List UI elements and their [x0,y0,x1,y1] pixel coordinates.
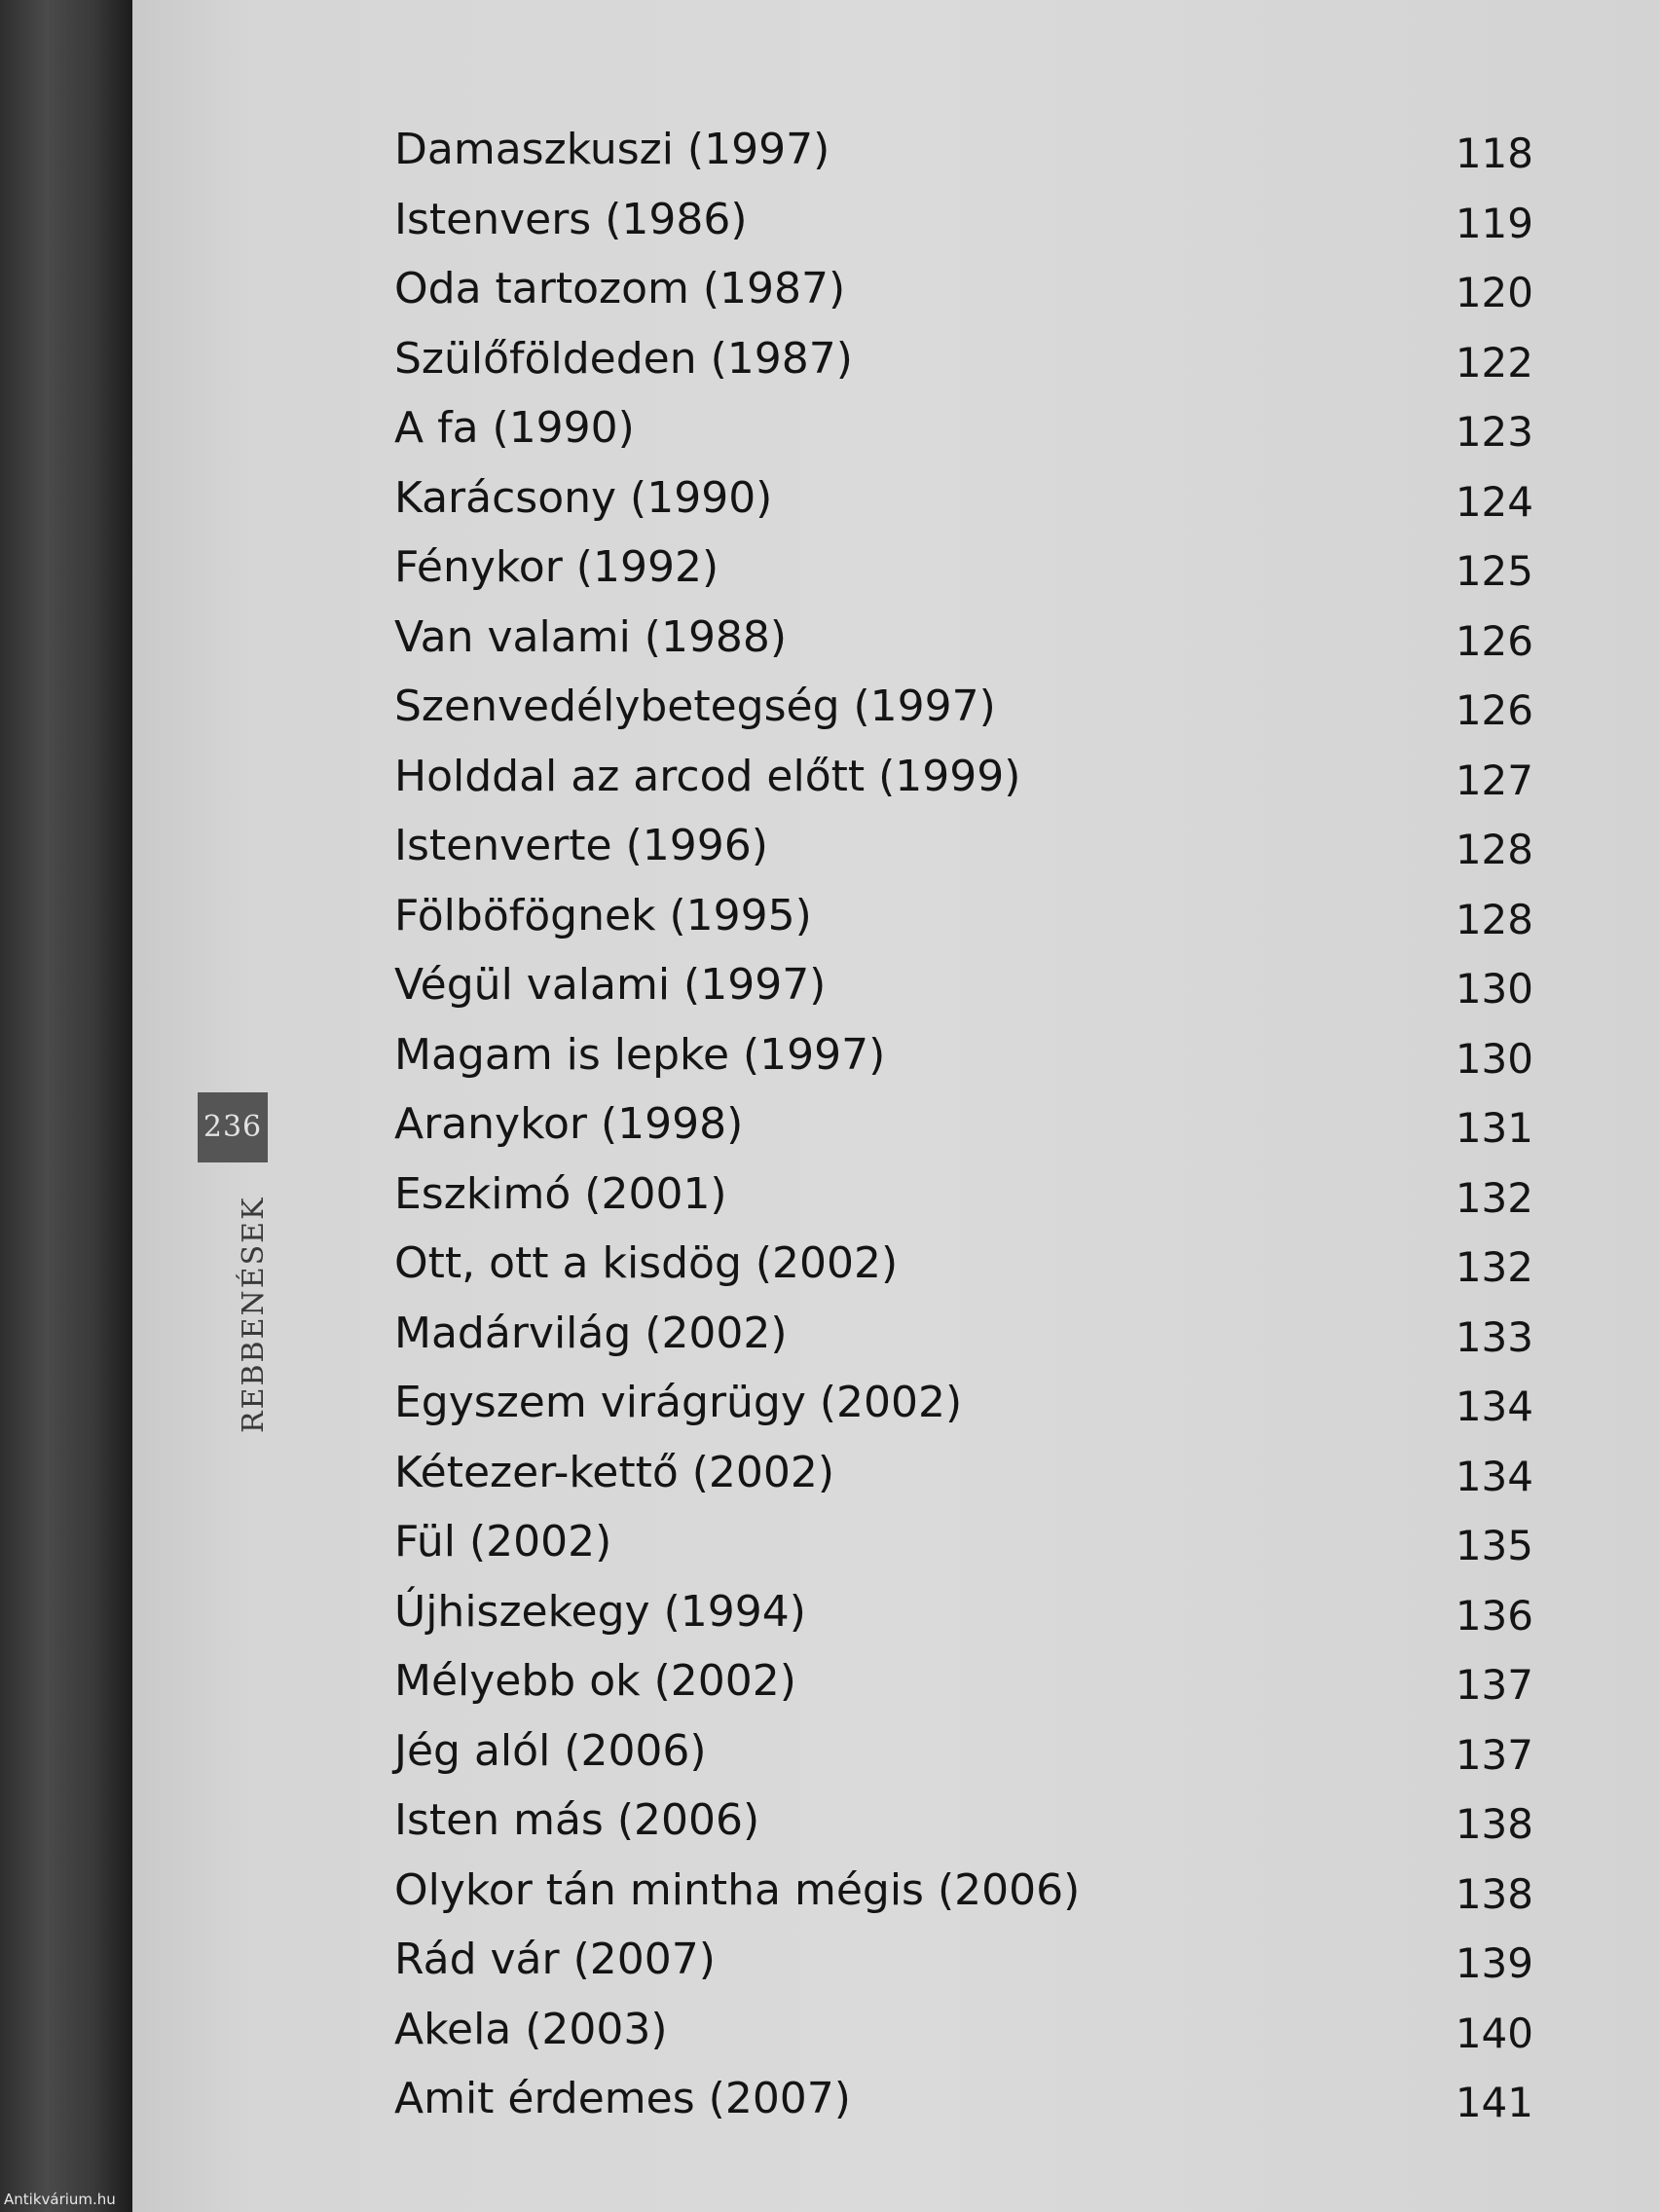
toc-entry-page: 128 [1455,826,1533,873]
toc-entry-page: 126 [1455,686,1533,734]
toc-entry-page: 137 [1455,1730,1533,1779]
toc-entry-title: Újhiszekegy (1994) [394,1586,806,1637]
table-of-contents [394,115,1533,2134]
toc-entry-title: Fül (2002) [394,1517,612,1567]
toc-entry [394,1160,1533,1230]
toc-entry [394,1368,1533,1438]
toc-entry-page: 130 [1455,1034,1533,1083]
toc-entry [394,1646,1533,1716]
toc-entry-title: Ott, ott a kisdög (2002) [394,1238,899,1288]
toc-entry [394,1995,1533,2065]
toc-entry-page: 133 [1455,1312,1533,1361]
toc-entry-page: 136 [1455,1591,1533,1640]
toc-entry [394,115,1533,185]
toc-entry [394,1507,1533,1577]
toc-entry-title: Damaszkuszi (1997) [394,125,830,174]
toc-entry-page: 137 [1455,1661,1533,1709]
toc-entry-title: A fa (1990) [394,403,635,453]
page-number: 236 [198,1092,268,1162]
toc-entry-title: Olykor tán mintha mégis (2006) [394,1864,1081,1915]
toc-entry-title: Istenverte (1996) [394,821,768,870]
toc-entry [394,950,1533,1020]
toc-entry-title: Istenvers (1986) [394,194,748,244]
toc-entry-title: Egyszem virágrügy (2002) [394,1378,963,1427]
toc-entry-title: Holddal az arcod előtt (1999) [394,751,1021,801]
toc-entry-page: 134 [1455,1382,1533,1430]
toc-entry [394,1299,1533,1369]
toc-entry-page: 119 [1455,199,1533,247]
toc-entry [394,2064,1533,2134]
toc-entry-page: 140 [1455,2009,1533,2057]
toc-entry-title: Eszkimó (2001) [394,1168,727,1219]
toc-entry [394,324,1533,394]
toc-entry [394,1856,1533,1926]
toc-entry-page: 127 [1455,756,1533,804]
toc-entry-page: 125 [1455,547,1533,595]
toc-entry [394,1438,1533,1508]
toc-entry-page: 131 [1455,1104,1533,1152]
toc-entry-title: Jég alól (2006) [394,1725,707,1776]
toc-entry-title: Fénykor (1992) [394,542,719,592]
toc-entry-page: 138 [1455,1869,1533,1918]
toc-entry [394,1716,1533,1787]
toc-entry-page: 134 [1455,1452,1533,1500]
toc-entry [394,254,1533,324]
toc-entry-title: Kétezer-kettő (2002) [394,1447,835,1497]
toc-entry-title: Karácsony (1990) [394,472,773,523]
toc-entry-page: 118 [1455,129,1533,177]
toc-entry [394,1925,1533,1995]
toc-entry [394,185,1533,255]
toc-entry-title: Fölböfögnek (1995) [394,890,812,940]
toc-entry [394,1786,1533,1856]
toc-entry-page: 130 [1455,965,1533,1013]
toc-entry [394,393,1533,463]
toc-entry-page: 132 [1455,1173,1533,1222]
toc-entry-title: Aranykor (1998) [394,1099,744,1149]
toc-entry [394,603,1533,673]
toc-entry-title: Szenvedélybetegség (1997) [394,682,996,731]
toc-entry-page: 123 [1455,408,1533,456]
toc-entry-page: 120 [1455,269,1533,316]
toc-entry-page: 135 [1455,1522,1533,1569]
toc-entry [394,1089,1533,1160]
toc-entry-title: Akela (2003) [394,2004,668,2054]
toc-entry-title: Oda tartozom (1987) [394,264,846,313]
toc-entry [394,533,1533,603]
toc-entry [394,1577,1533,1647]
toc-entry [394,811,1533,881]
toc-entry-page: 141 [1455,2079,1533,2126]
toc-entry [394,742,1533,812]
watermark: Antikvárium.hu [4,2191,116,2208]
toc-entry-title: Van valami (1988) [394,611,788,662]
toc-entry [394,1020,1533,1090]
toc-entry-page: 122 [1455,338,1533,387]
toc-entry-title: Végül valami (1997) [394,960,827,1010]
toc-entry-title: Madárvilág (2002) [394,1308,788,1358]
toc-entry [394,672,1533,742]
toc-entry-page: 126 [1455,616,1533,665]
toc-entry-title: Amit érdemes (2007) [394,2074,851,2123]
toc-entry-page: 124 [1455,477,1533,526]
toc-entry-title: Mélyebb ok (2002) [394,1656,796,1706]
toc-entry-page: 138 [1455,1800,1533,1848]
toc-entry-page: 128 [1455,895,1533,943]
toc-entry [394,881,1533,951]
toc-entry-page: 132 [1455,1243,1533,1291]
toc-entry-page: 139 [1455,1939,1533,1987]
running-head: REBBENÉSEK [237,1196,271,1433]
book-spine-shadow [0,0,132,2212]
toc-entry-title: Isten más (2006) [394,1795,760,1845]
toc-entry-title: Rád vár (2007) [394,1935,716,1984]
toc-entry [394,463,1533,534]
toc-entry [394,1229,1533,1299]
toc-entry-title: Szülőföldeden (1987) [394,333,853,384]
toc-entry-title: Magam is lepke (1997) [394,1029,886,1080]
